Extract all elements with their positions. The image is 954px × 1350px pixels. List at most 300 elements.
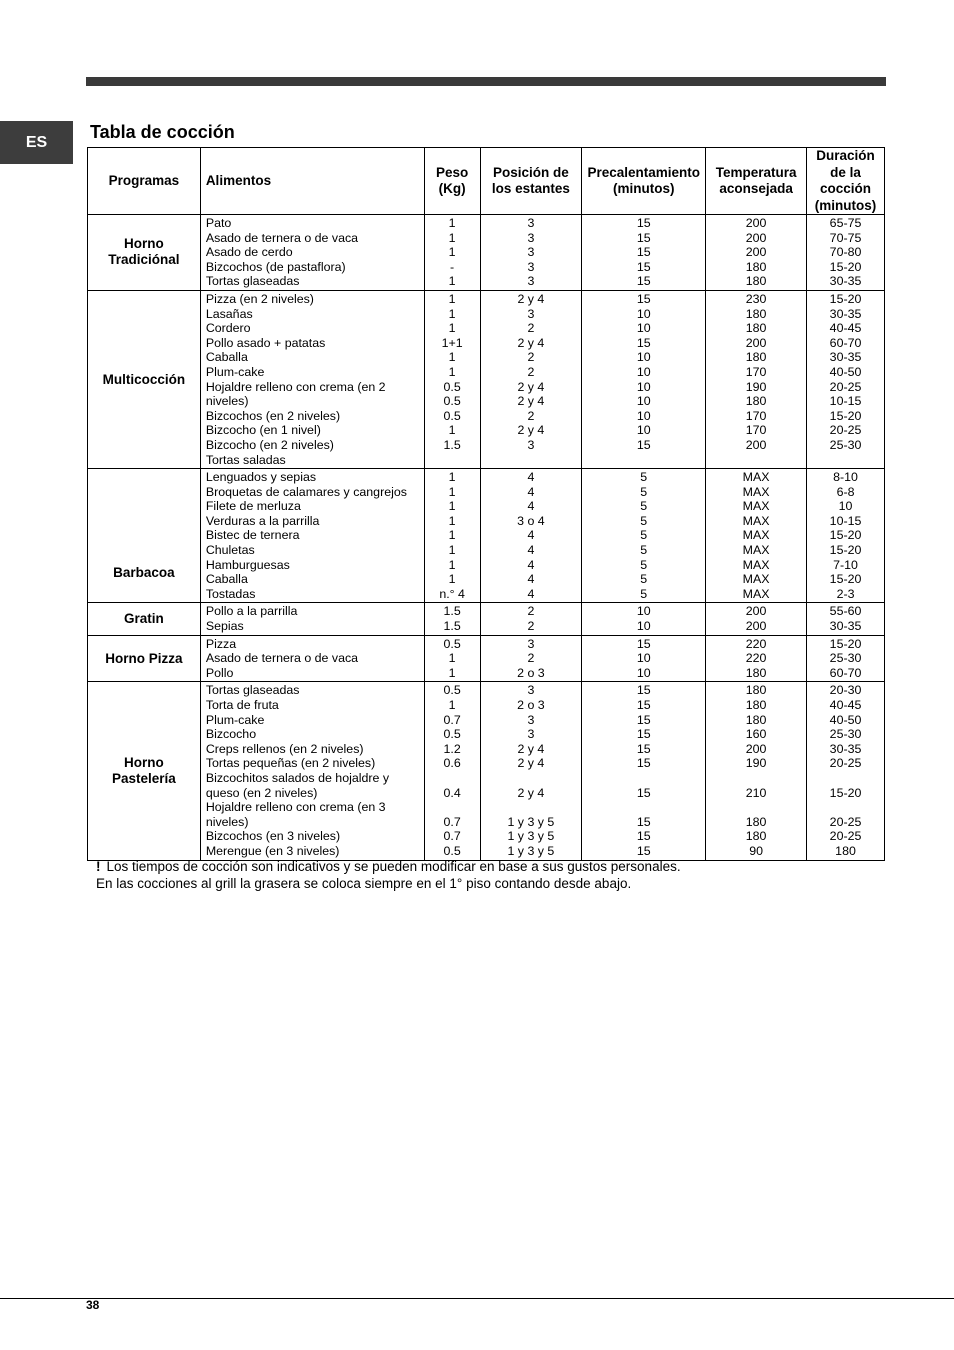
preheat-value: 10 <box>636 394 651 409</box>
note-text-1: Los tiempos de cocción son indicativos y se pueden modificar en base a sus gustos personales. <box>106 859 681 874</box>
program-name-line: Pastelería <box>112 770 176 786</box>
col-shelf <box>480 603 582 635</box>
program-name <box>88 469 201 603</box>
food-value: Tostadas <box>205 586 256 601</box>
temp-value: 180 <box>745 259 767 274</box>
header-text-line: (minutos) <box>612 181 675 196</box>
col-shelf <box>480 215 582 291</box>
shelf-value: 1 y 3 y 5 <box>507 829 555 844</box>
temp-value: 170 <box>745 423 767 438</box>
weight-value: 1 <box>448 499 456 514</box>
program-name <box>88 682 201 860</box>
time-value: 60-70 <box>829 665 862 680</box>
col-temp <box>706 603 807 635</box>
food-value: Pollo asado + patatas <box>205 335 326 350</box>
col-weight <box>424 635 480 682</box>
weight-value: 0.5 <box>443 379 461 394</box>
preheat-value: 5 <box>640 470 648 485</box>
col-time <box>807 603 885 635</box>
shelf-value: 3 <box>527 306 535 321</box>
temp-value: 180 <box>745 814 767 829</box>
food-value: Asado de cerdo <box>205 245 293 260</box>
preheat-value: 15 <box>636 245 651 260</box>
shelf-value: 3 <box>527 437 535 452</box>
weight-value: 1 <box>448 321 456 336</box>
time-value: 40-50 <box>829 712 862 727</box>
program-name-line: Gratin <box>124 611 164 627</box>
shelf-value: 3 <box>527 230 535 245</box>
program-group-row <box>88 603 885 635</box>
program-name-line: Horno <box>124 236 164 252</box>
col-food <box>200 635 424 682</box>
weight-value: 1.5 <box>443 619 461 634</box>
temp-value: 200 <box>745 245 767 260</box>
food-value: Hojaldre relleno con crema (en 3 <box>205 800 386 815</box>
temp-value: 220 <box>745 636 767 651</box>
col-temp <box>706 290 807 468</box>
header-programas: Programas <box>88 148 201 215</box>
food-value: Creps rellenos (en 2 niveles) <box>205 741 364 756</box>
shelf-value <box>481 771 582 786</box>
shelf-value: 2 y 4 <box>517 741 545 756</box>
col-preheat <box>582 469 706 603</box>
preheat-value: 15 <box>636 291 651 306</box>
food-value: Lenguados y sepias <box>205 470 317 485</box>
header-duracion <box>807 148 885 215</box>
col-time <box>807 215 885 291</box>
shelf-value: 2 y 4 <box>517 335 545 350</box>
time-value: 40-45 <box>829 321 862 336</box>
time-value: 30-35 <box>829 306 862 321</box>
temp-value: MAX <box>742 543 770 558</box>
time-value: 20-25 <box>829 829 862 844</box>
weight-value: 0.4 <box>443 785 461 800</box>
shelf-value: 2 y 4 <box>517 756 545 771</box>
header-text-line: los estantes <box>491 181 570 196</box>
temp-value: MAX <box>742 499 770 514</box>
header-text-line: (minutos) <box>814 197 877 213</box>
weight-value: 1.5 <box>443 437 461 452</box>
shelf-value: 2 y 4 <box>517 291 545 306</box>
shelf-value: 4 <box>527 499 535 514</box>
temp-value: 180 <box>745 683 767 698</box>
weight-value: 1 <box>448 543 456 558</box>
temp-value <box>706 453 806 468</box>
col-preheat <box>582 682 706 860</box>
food-value: Sepias <box>205 619 244 634</box>
program-group-row <box>88 682 885 860</box>
food-value: Merengue (en 3 niveles) <box>205 843 340 858</box>
col-food <box>200 603 424 635</box>
shelf-value: 2 o 3 <box>517 698 545 712</box>
temp-value: 200 <box>745 604 767 619</box>
weight-value: - <box>450 259 455 274</box>
time-value: 2-3 <box>836 586 855 601</box>
food-value: Lasañas <box>205 306 253 321</box>
food-value: Caballa <box>205 572 248 587</box>
preheat-value: 5 <box>640 586 648 601</box>
preheat-value: 15 <box>636 741 651 756</box>
preheat-value: 15 <box>636 727 651 742</box>
temp-value: 180 <box>745 394 767 409</box>
temp-value: 180 <box>745 306 767 321</box>
warning-icon: ! <box>96 859 101 874</box>
preheat-value <box>582 771 705 786</box>
temp-value: MAX <box>742 484 770 499</box>
time-value: 70-75 <box>829 230 862 245</box>
weight-value: 0.7 <box>443 814 461 829</box>
food-value: Bizcochos (en 3 niveles) <box>205 829 341 844</box>
temp-value: 160 <box>745 727 767 742</box>
header-text-line: Posición de <box>493 164 569 180</box>
preheat-value: 10 <box>636 364 651 379</box>
preheat-value: 15 <box>636 216 651 230</box>
program-name <box>88 215 201 291</box>
food-value: Bizcochitos salados de hojaldre y <box>205 770 390 785</box>
shelf-value: 3 <box>527 245 535 260</box>
header-text-line: (Kg) <box>438 181 466 196</box>
preheat-value <box>582 453 705 468</box>
shelf-value: 2 <box>527 364 535 379</box>
weight-value: 1 <box>448 291 456 306</box>
preheat-value: 15 <box>636 814 651 829</box>
temp-value: MAX <box>742 572 770 587</box>
weight-value: 1 <box>448 470 456 485</box>
weight-value <box>425 800 480 815</box>
weight-value: 1.5 <box>443 604 461 619</box>
preheat-value: 15 <box>636 683 651 698</box>
preheat-value: 5 <box>640 499 648 514</box>
temp-value: 190 <box>745 756 767 771</box>
weight-value: 1 <box>448 557 456 572</box>
time-value: 40-45 <box>829 698 862 712</box>
temp-value: 180 <box>745 698 767 712</box>
preheat-value: 15 <box>636 756 651 771</box>
food-value: Bizcocho <box>205 727 257 742</box>
table-body <box>88 215 885 861</box>
col-food <box>200 215 424 291</box>
time-value <box>807 453 884 468</box>
weight-value: 1 <box>448 216 456 230</box>
program-name-line: Horno Pizza <box>105 650 183 666</box>
shelf-value: 2 <box>527 604 535 619</box>
table-header-row <box>88 148 885 215</box>
shelf-value: 2 <box>527 651 535 666</box>
temp-value: 180 <box>745 274 767 289</box>
weight-value: 1 <box>448 698 456 712</box>
temp-value: 170 <box>745 364 767 379</box>
food-value: Pizza (en 2 niveles) <box>205 291 314 306</box>
shelf-value: 2 y 4 <box>517 785 545 800</box>
preheat-value: 10 <box>636 665 651 680</box>
temp-value: 180 <box>745 665 767 680</box>
shelf-value <box>481 453 582 468</box>
col-shelf <box>480 682 582 860</box>
food-value: Pollo a la parrilla <box>205 604 298 619</box>
weight-value: 1 <box>448 513 456 528</box>
time-value: 15-20 <box>829 259 862 274</box>
time-value: 15-20 <box>829 543 862 558</box>
time-value: 25-30 <box>829 727 862 742</box>
preheat-value: 10 <box>636 379 651 394</box>
col-temp <box>706 635 807 682</box>
header-peso <box>424 148 480 215</box>
weight-value: 0.5 <box>443 394 461 409</box>
header-temperatura <box>706 148 807 215</box>
time-value: 6-8 <box>836 484 855 499</box>
weight-value: 1 <box>448 306 456 321</box>
weight-value: 1 <box>448 423 456 438</box>
weight-value <box>425 453 480 468</box>
col-temp <box>706 215 807 291</box>
time-value: 15-20 <box>829 636 862 651</box>
temp-value: 180 <box>745 321 767 336</box>
temp-value: 200 <box>745 230 767 245</box>
time-value <box>807 800 884 815</box>
col-time <box>807 682 885 860</box>
weight-value: 0.5 <box>443 683 461 698</box>
time-value: 10 <box>838 499 853 514</box>
temp-value: MAX <box>742 557 770 572</box>
col-preheat <box>582 215 706 291</box>
temp-value: 200 <box>745 437 767 452</box>
food-value: Bizcocho (en 1 nivel) <box>205 423 321 438</box>
time-value: 20-30 <box>829 683 862 698</box>
temp-value <box>706 771 806 786</box>
time-value: 15-20 <box>829 572 862 587</box>
cooking-table <box>87 147 885 861</box>
shelf-value: 4 <box>527 543 535 558</box>
food-value: niveles) <box>205 394 249 409</box>
time-value: 60-70 <box>829 335 862 350</box>
col-preheat <box>582 290 706 468</box>
header-alimentos: Alimentos <box>200 148 424 215</box>
weight-value: 1 <box>448 651 456 666</box>
temp-value: 90 <box>749 843 763 858</box>
temp-value: 180 <box>745 350 767 365</box>
weight-value: 1 <box>448 245 456 260</box>
shelf-value: 4 <box>527 557 535 572</box>
col-preheat <box>582 635 706 682</box>
col-weight <box>424 290 480 468</box>
shelf-value: 2 y 4 <box>517 394 545 409</box>
preheat-value: 5 <box>640 543 648 558</box>
program-group-row <box>88 469 885 603</box>
page-number: 38 <box>86 1298 100 1312</box>
preheat-value: 15 <box>636 437 651 452</box>
weight-value: 0.5 <box>443 843 461 858</box>
preheat-value: 15 <box>636 698 651 712</box>
food-value: Plum-cake <box>205 364 265 379</box>
temp-value: 180 <box>745 829 767 844</box>
food-value: Hamburguesas <box>205 557 290 572</box>
food-value: Broquetas de calamares y cangrejos <box>205 484 407 499</box>
food-value: Tortas glaseadas <box>205 274 300 289</box>
time-value: 30-35 <box>829 741 862 756</box>
col-time <box>807 635 885 682</box>
preheat-value: 5 <box>640 484 648 499</box>
preheat-value: 10 <box>636 306 651 321</box>
preheat-value: 15 <box>636 829 651 844</box>
food-value: Caballa <box>205 350 248 365</box>
program-name <box>88 635 201 682</box>
preheat-value: 10 <box>636 619 651 634</box>
temp-value: 200 <box>745 335 767 350</box>
shelf-value: 4 <box>527 484 535 499</box>
header-text-line: de la <box>830 164 861 180</box>
time-value: 10-15 <box>829 394 862 409</box>
preheat-value: 10 <box>636 408 651 423</box>
shelf-value <box>481 800 582 815</box>
temp-value: 190 <box>745 379 767 394</box>
food-value: Pollo <box>205 665 234 680</box>
col-temp <box>706 469 807 603</box>
food-value: Bizcochos (en 2 niveles) <box>205 408 341 423</box>
temp-value: 230 <box>745 291 767 306</box>
time-value: 30-35 <box>829 350 862 365</box>
food-value: Cordero <box>205 321 251 336</box>
header-text-line: Temperatura <box>715 164 797 180</box>
footer-rule <box>0 1298 954 1299</box>
shelf-value: 2 y 4 <box>517 423 545 438</box>
weight-value: 0.5 <box>443 636 461 651</box>
header-posicion <box>480 148 582 215</box>
col-food <box>200 682 424 860</box>
preheat-value: 10 <box>636 350 651 365</box>
food-value: Plum-cake <box>205 712 265 727</box>
shelf-value: 3 <box>527 216 535 230</box>
shelf-value: 3 <box>527 727 535 742</box>
program-group-row <box>88 290 885 468</box>
preheat-value: 10 <box>636 321 651 336</box>
time-value: 25-30 <box>829 651 862 666</box>
food-value: Tortas pequeñas (en 2 niveles) <box>205 756 376 771</box>
time-value: 65-75 <box>829 216 862 230</box>
header-text-line: aconsejada <box>719 181 793 196</box>
food-value: Verduras a la parrilla <box>205 513 320 528</box>
preheat-value: 15 <box>636 636 651 651</box>
preheat-value: 15 <box>636 712 651 727</box>
weight-value: 1.2 <box>443 741 461 756</box>
time-value: 8-10 <box>833 470 858 485</box>
shelf-value: 2 <box>527 619 535 634</box>
time-value: 10-15 <box>829 513 862 528</box>
temp-value: MAX <box>742 528 770 543</box>
weight-value: 1 <box>448 364 456 379</box>
time-value: 15-20 <box>829 785 862 800</box>
shelf-value: 3 o 4 <box>517 513 545 528</box>
preheat-value: 10 <box>636 423 651 438</box>
shelf-value: 3 <box>527 636 535 651</box>
notes <box>96 858 681 892</box>
shelf-value: 2 <box>527 408 535 423</box>
temp-value: 210 <box>745 785 767 800</box>
time-value: 180 <box>835 843 856 858</box>
shelf-value: 2 <box>527 321 535 336</box>
food-value: Bizcochos (de pastaflora) <box>205 259 346 274</box>
preheat-value: 15 <box>636 230 651 245</box>
shelf-value: 3 <box>527 274 535 289</box>
shelf-value: 1 y 3 y 5 <box>507 814 555 829</box>
preheat-value: 15 <box>636 843 651 858</box>
program-name-line: Multicocción <box>102 371 186 387</box>
food-value: Asado de ternera o de vaca <box>205 651 359 666</box>
food-value: Filete de merluza <box>205 499 301 514</box>
weight-value: 1 <box>448 528 456 543</box>
weight-value: 1+1 <box>441 335 463 350</box>
preheat-value: 15 <box>636 259 651 274</box>
preheat-value: 5 <box>640 572 648 587</box>
preheat-value: 10 <box>636 604 651 619</box>
temp-value: 200 <box>745 741 767 756</box>
time-value: 15-20 <box>829 528 862 543</box>
time-value: 20-25 <box>829 379 862 394</box>
food-value: Bistec de ternera <box>205 528 300 543</box>
time-value: 30-35 <box>829 274 862 289</box>
food-value: Bizcocho (en 2 niveles) <box>205 437 334 452</box>
shelf-value: 1 y 3 y 5 <box>507 843 555 858</box>
shelf-value: 2 o 3 <box>517 665 545 680</box>
shelf-value: 4 <box>527 586 535 601</box>
shelf-value: 2 y 4 <box>517 379 545 394</box>
program-name-line: Barbacoa <box>113 565 175 581</box>
time-value: 30-35 <box>829 619 862 634</box>
weight-value: 0.6 <box>443 756 461 771</box>
weight-value: 1 <box>448 665 456 680</box>
program-name <box>88 603 201 635</box>
time-value: 25-30 <box>829 437 862 452</box>
food-value: niveles) <box>205 814 249 829</box>
weight-value: 1 <box>448 484 456 499</box>
header-text-line: cocción <box>820 181 872 196</box>
temp-value: 220 <box>745 651 767 666</box>
program-name-line: Tradiciónal <box>108 252 180 268</box>
page-title: Tabla de cocción <box>90 122 235 142</box>
language-tab <box>0 121 73 164</box>
food-value: Pizza <box>205 636 237 651</box>
preheat-value: 5 <box>640 528 648 543</box>
temp-value: MAX <box>742 513 770 528</box>
temp-value: 170 <box>745 408 767 423</box>
food-value: Chuletas <box>205 543 255 558</box>
food-value: Asado de ternera o de vaca <box>205 230 359 245</box>
col-weight <box>424 682 480 860</box>
col-time <box>807 469 885 603</box>
col-shelf <box>480 290 582 468</box>
header-text-line: Precalentamiento <box>587 164 700 180</box>
header-text-line: Peso <box>435 164 469 180</box>
shelf-value: 3 <box>527 683 535 698</box>
weight-value: n.° 4 <box>439 586 465 601</box>
col-food <box>200 290 424 468</box>
time-value: 40-50 <box>829 364 862 379</box>
col-food <box>200 469 424 603</box>
time-value: 15-20 <box>829 408 862 423</box>
program-name <box>88 290 201 468</box>
time-value: 15-20 <box>829 291 862 306</box>
note-line-1 <box>96 858 681 875</box>
preheat-value <box>582 800 705 815</box>
preheat-value: 10 <box>636 651 651 666</box>
preheat-value: 5 <box>640 557 648 572</box>
program-group-row <box>88 635 885 682</box>
shelf-value: 4 <box>527 572 535 587</box>
shelf-value: 4 <box>527 528 535 543</box>
col-weight <box>424 603 480 635</box>
time-value: 20-25 <box>829 756 862 771</box>
food-value: Tortas glaseadas <box>205 683 300 698</box>
shelf-value: 3 <box>527 712 535 727</box>
